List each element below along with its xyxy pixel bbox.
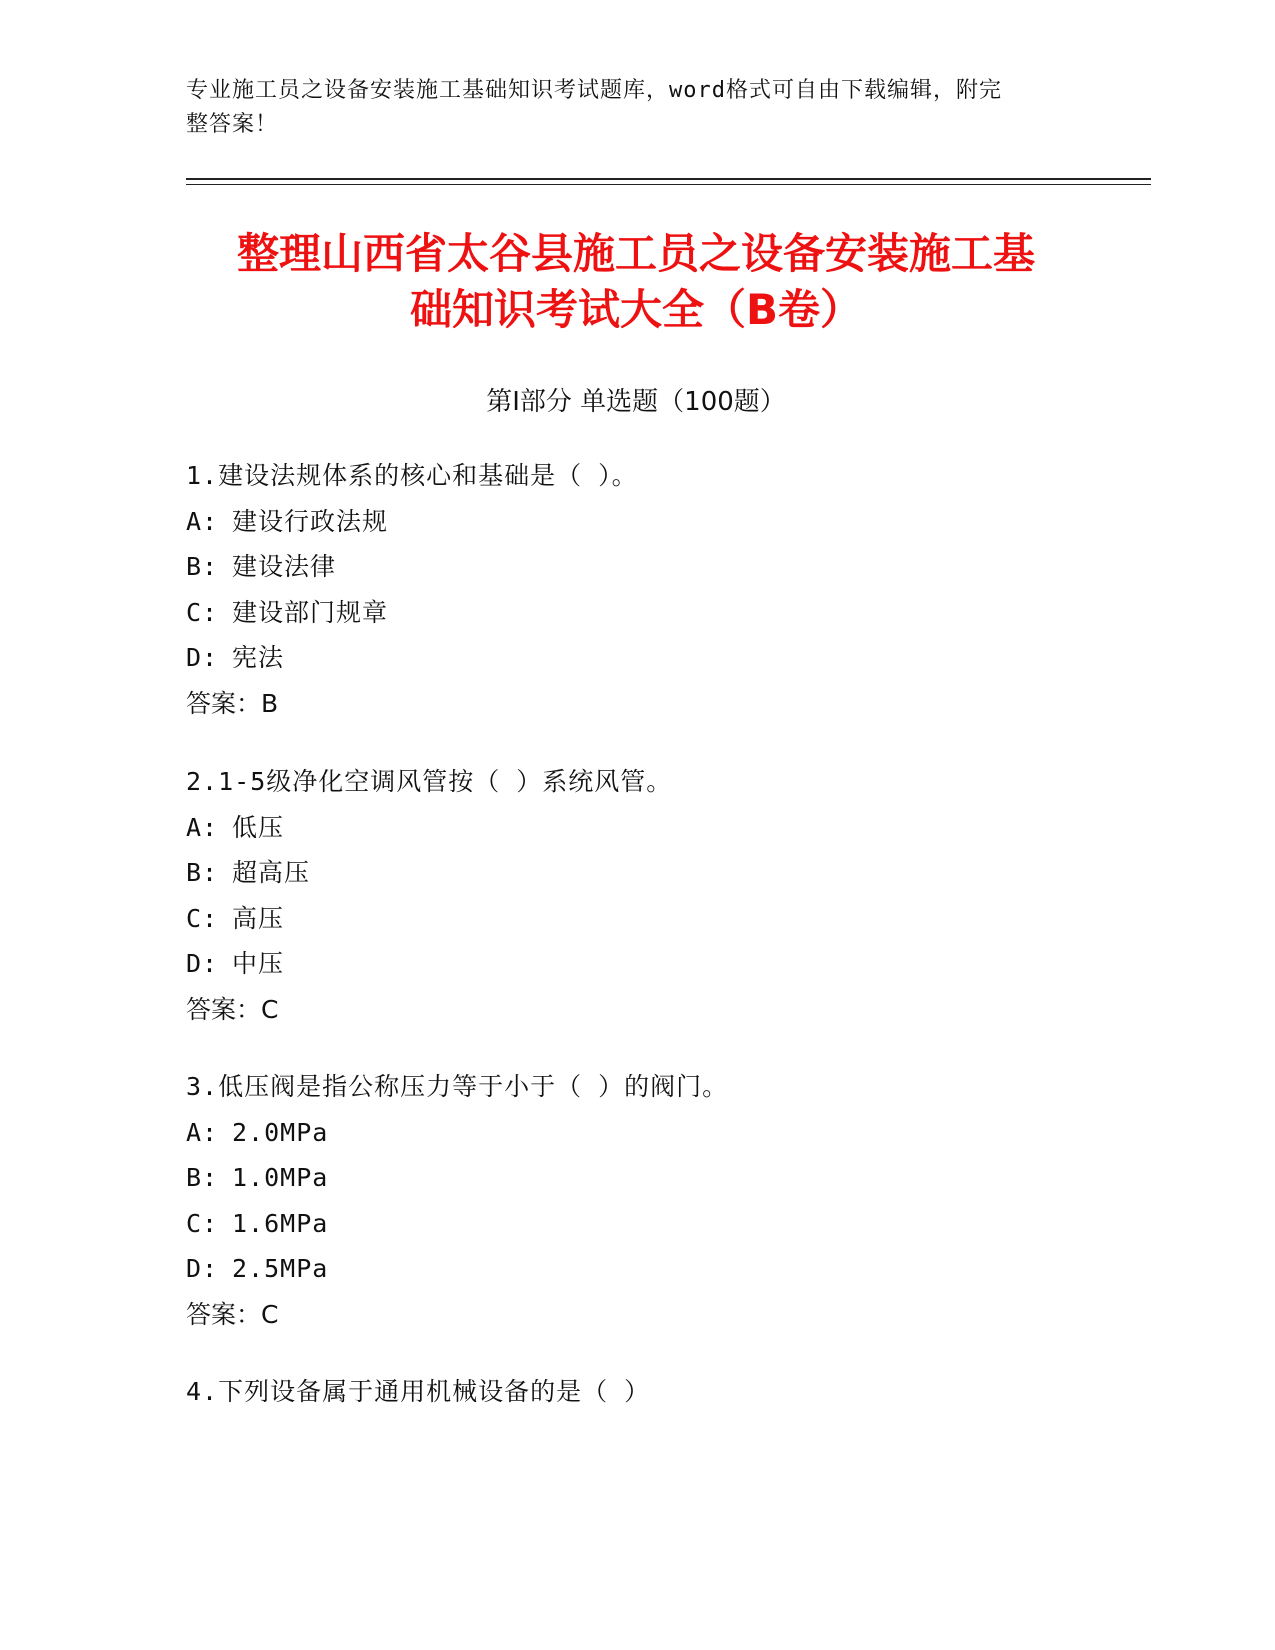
- option-letter: C:: [186, 1208, 219, 1238]
- question-stem: 4.下列设备属于通用机械设备的是（ ）: [186, 1377, 651, 1406]
- question-stem: 1.建设法规体系的核心和基础是（ ）。: [186, 461, 638, 490]
- option-text: 建设行政法规: [232, 506, 389, 536]
- option-d: [186, 635, 1086, 681]
- option-text: 高压: [232, 903, 285, 933]
- option-letter: D:: [186, 1254, 219, 1283]
- option-letter: B:: [186, 1163, 219, 1192]
- option-letter: D:: [186, 949, 219, 978]
- option-b: [186, 1155, 1086, 1201]
- option-letter: C:: [186, 903, 219, 933]
- document-title: [186, 226, 1086, 338]
- option-c: [186, 590, 1086, 636]
- option-text: 2.5MPa: [232, 1254, 329, 1283]
- header-note-line1: 专业施工员之设备安装施工基础知识考试题库，word格式可自由下载编辑，附完: [186, 78, 1002, 103]
- option-letter: A:: [186, 812, 219, 842]
- option-text: 中压: [232, 949, 285, 978]
- option-a: [186, 499, 1086, 545]
- option-letter: B:: [186, 552, 219, 581]
- option-text: 建设部门规章: [232, 597, 389, 627]
- answer: 答案：C: [186, 994, 279, 1024]
- question-stem: 3.低压阀是指公称压力等于小于（ ）的阀门。: [186, 1072, 729, 1101]
- option-letter: A:: [186, 506, 219, 536]
- option-a: [186, 1110, 1086, 1156]
- header-note: [186, 74, 1066, 142]
- option-letter: B:: [186, 858, 219, 887]
- option-text: 1.6MPa: [232, 1208, 329, 1238]
- option-letter: D:: [186, 643, 219, 672]
- answer: 答案：C: [186, 1299, 279, 1329]
- question-block: [186, 453, 1086, 726]
- header-note-line2: 整答案！: [186, 112, 279, 137]
- option-text: 建设法律: [232, 552, 337, 581]
- option-c: [186, 1201, 1086, 1247]
- option-b: [186, 544, 1086, 590]
- option-c: [186, 896, 1086, 942]
- option-letter: A:: [186, 1117, 219, 1147]
- question-block: [186, 759, 1086, 1032]
- option-text: 1.0MPa: [232, 1163, 329, 1192]
- document-title-line1: 整理山西省太谷县施工员之设备安装施工基: [236, 229, 1035, 278]
- header-divider-thick: [186, 178, 1151, 180]
- option-a: [186, 805, 1086, 851]
- option-text: 宪法: [232, 643, 285, 672]
- document-title-line2: 础知识考试大全（B卷）: [409, 285, 862, 334]
- question-block: [186, 1064, 1086, 1337]
- question-stem: 2.1-5级净化空调风管按（ ）系统风管。: [186, 767, 673, 796]
- header-divider-thin: [186, 184, 1151, 185]
- option-text: 2.0MPa: [232, 1117, 329, 1147]
- option-text: 超高压: [232, 858, 311, 887]
- option-letter: C:: [186, 597, 219, 627]
- option-text: 低压: [232, 812, 285, 842]
- option-d: [186, 941, 1086, 987]
- question-block: [186, 1369, 1086, 1415]
- answer: 答案：B: [186, 688, 279, 718]
- section-heading: 第Ⅰ部分 单选题（100题）: [486, 387, 786, 417]
- option-b: [186, 850, 1086, 896]
- option-d: [186, 1246, 1086, 1292]
